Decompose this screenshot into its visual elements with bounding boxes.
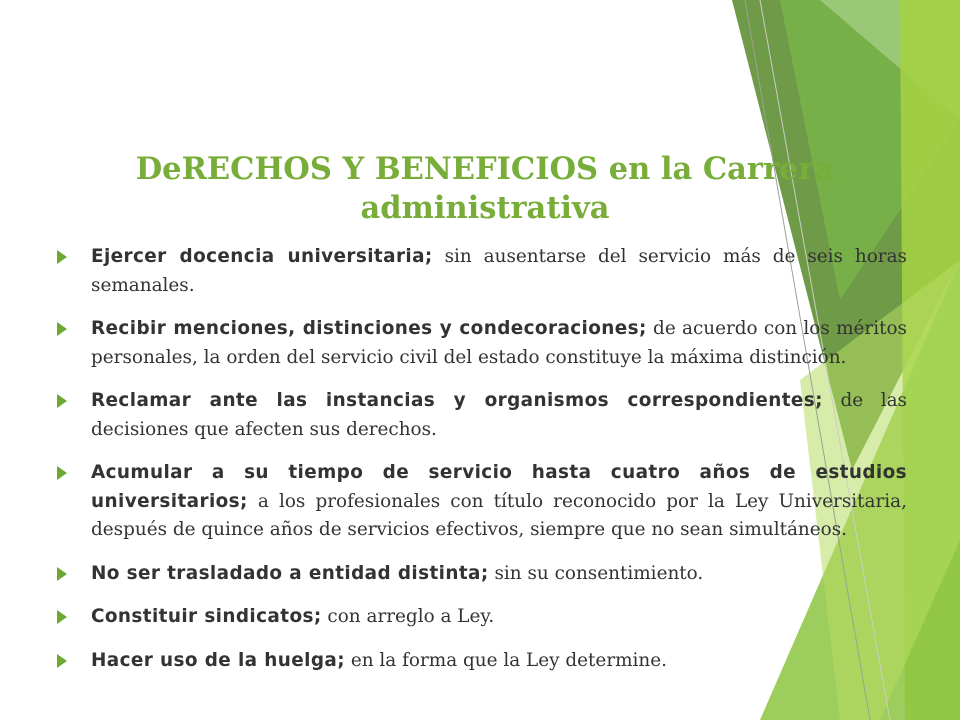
bullet-bold-text: Acumular a su tiempo de servicio hasta cuatro años de estudios universitarios; [91,462,907,512]
bullet-bold-text: Recibir menciones, distinciones y condecoraciones; [91,318,647,339]
slide-title-line-2: administrativa [360,190,610,226]
bullet-text: a los profesionales con título reconocido por la Ley Universitaria, después de quince años de servicios efectivos, siempre que no sean simultáneos. [91,490,907,540]
bullet-bold-text: Reclamar ante las instancias y organismos correspondientes; [91,390,823,411]
bullet-text: de acuerdo con los méritos personales, la orden del servicio civil del estado constituye la máxima distinción. [91,318,907,368]
slide-title-line-1: DeRECHOS Y BENEFICIOS en la Carrera [135,151,835,187]
bullet-item [55,315,907,372]
bullet-text: sin ausentarse del servicio más de seis horas semanales. [91,246,907,296]
right-triangle-arrow-icon [57,322,67,336]
bullet-text: sin su consentimiento. [488,562,704,584]
bullet-item [55,243,907,300]
slide-title [40,150,930,228]
bullet-bold-text: Constituir sindicatos; [91,606,322,627]
right-triangle-arrow-icon [57,610,67,624]
bullet-bold-text: No ser trasladado a entidad distinta; [91,562,489,584]
bullet-text: de las decisiones que afecten sus derechos. [91,390,907,440]
bullet-list [55,243,907,690]
right-triangle-arrow-icon [57,250,67,264]
right-triangle-arrow-icon [57,567,67,581]
bullet-item [55,603,907,632]
bullet-item [55,647,907,676]
bullet-bold-text: Hacer uso de la huelga; [91,649,345,671]
right-triangle-arrow-icon [57,394,67,408]
bullet-item [55,387,907,444]
bullet-item [55,459,907,545]
bullet-bold-text: Ejercer docencia universitaria; [91,246,433,267]
bullet-item [55,560,907,589]
bullet-text: en la forma que la Ley determine. [344,649,668,671]
right-triangle-arrow-icon [57,654,67,668]
bullet-text: con arreglo a Ley. [321,606,495,627]
right-triangle-arrow-icon [57,466,67,480]
